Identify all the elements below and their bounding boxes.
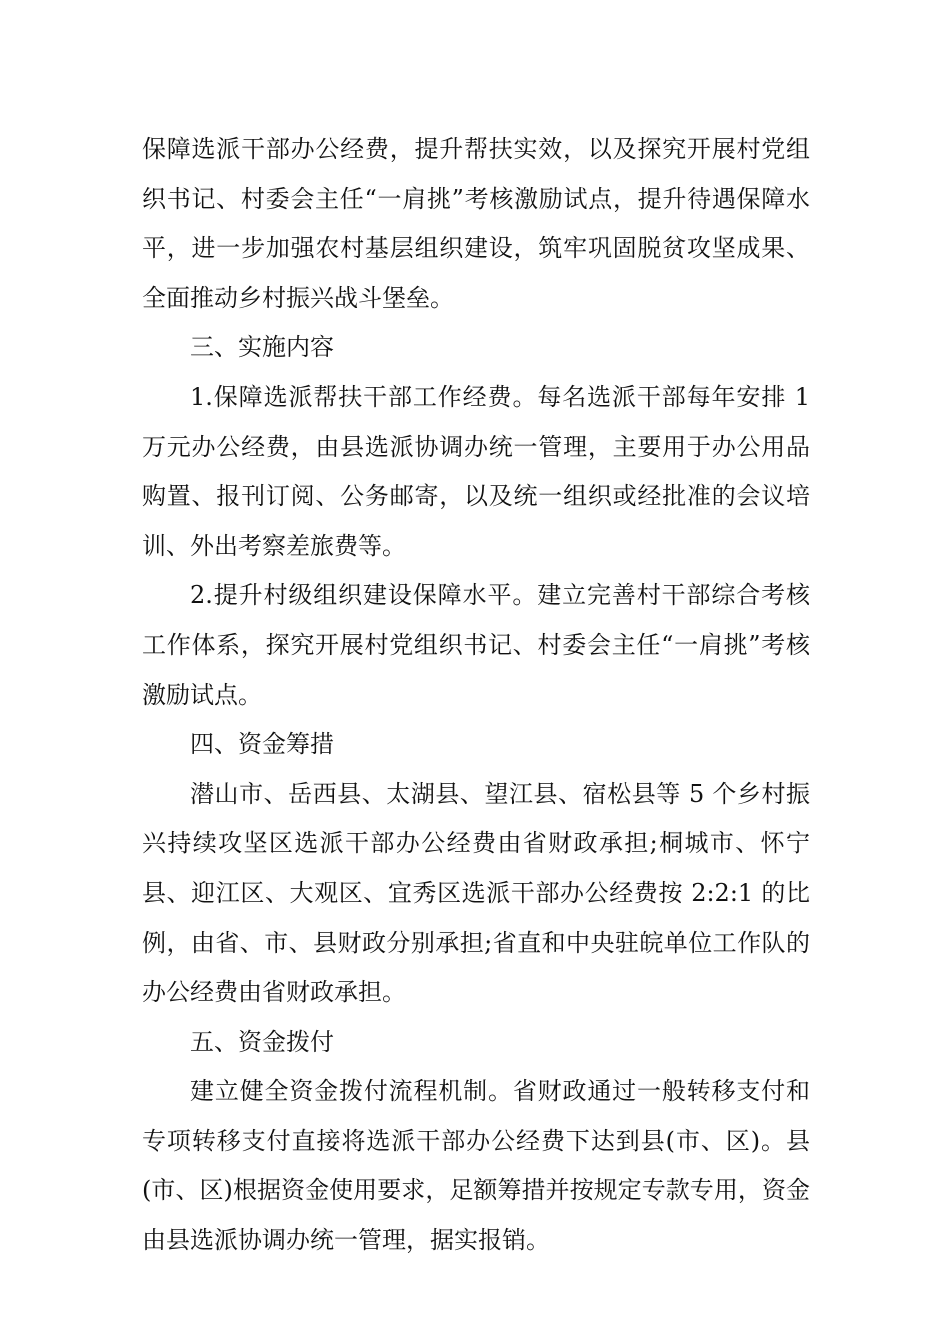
- section-heading: 五、资金拨付: [190, 1027, 334, 1056]
- section-heading: 四、资金筹措: [190, 730, 334, 759]
- body-paragraph: 潜山市、岳西县、太湖县、望江县、宿松县等 5 个乡村振兴持续攻坚区选派干部办公经费由省财政承担;桐城市、怀宁县、迎江区、大观区、宜秀区选派干部办公经费按 2:2:1 的比例，由省、市、县财政分别承担;省直和中央驻皖单位工作队的办公经费由省财政承担。: [142, 779, 810, 1007]
- body-paragraph: 1.保障选派帮扶干部工作经费。每名选派干部每年安排 1 万元办公经费，由县选派协调办统一管理，主要用于办公用品购置、报刊订阅、公务邮寄，以及统一组织或经批准的会议培训、外出考察差旅费等。: [142, 382, 810, 560]
- body-paragraph: 保障选派干部办公经费，提升帮扶实效，以及探究开展村党组织书记、村委会主任“一肩挑”考核激励试点，提升待遇保障水平，进一步加强农村基层组织建设，筑牢巩固脱贫攻坚成果、全面推动乡村振兴战斗堡垒。: [142, 135, 810, 312]
- document-page: [142, 125, 810, 1266]
- body-paragraph: 建立健全资金拨付流程机制。省财政通过一般转移支付和专项转移支付直接将选派干部办公经费下达到县(市、区)。县(市、区)根据资金使用要求，足额筹措并按规定专款专用，资金由县选派协调办统一管理，据实报销。: [142, 1077, 810, 1255]
- section-heading: 三、实施内容: [190, 333, 334, 362]
- body-paragraph: 2.提升村级组织建设保障水平。建立完善村干部综合考核工作体系，探究开展村党组织书记、村委会主任“一肩挑”考核激励试点。: [142, 581, 810, 709]
